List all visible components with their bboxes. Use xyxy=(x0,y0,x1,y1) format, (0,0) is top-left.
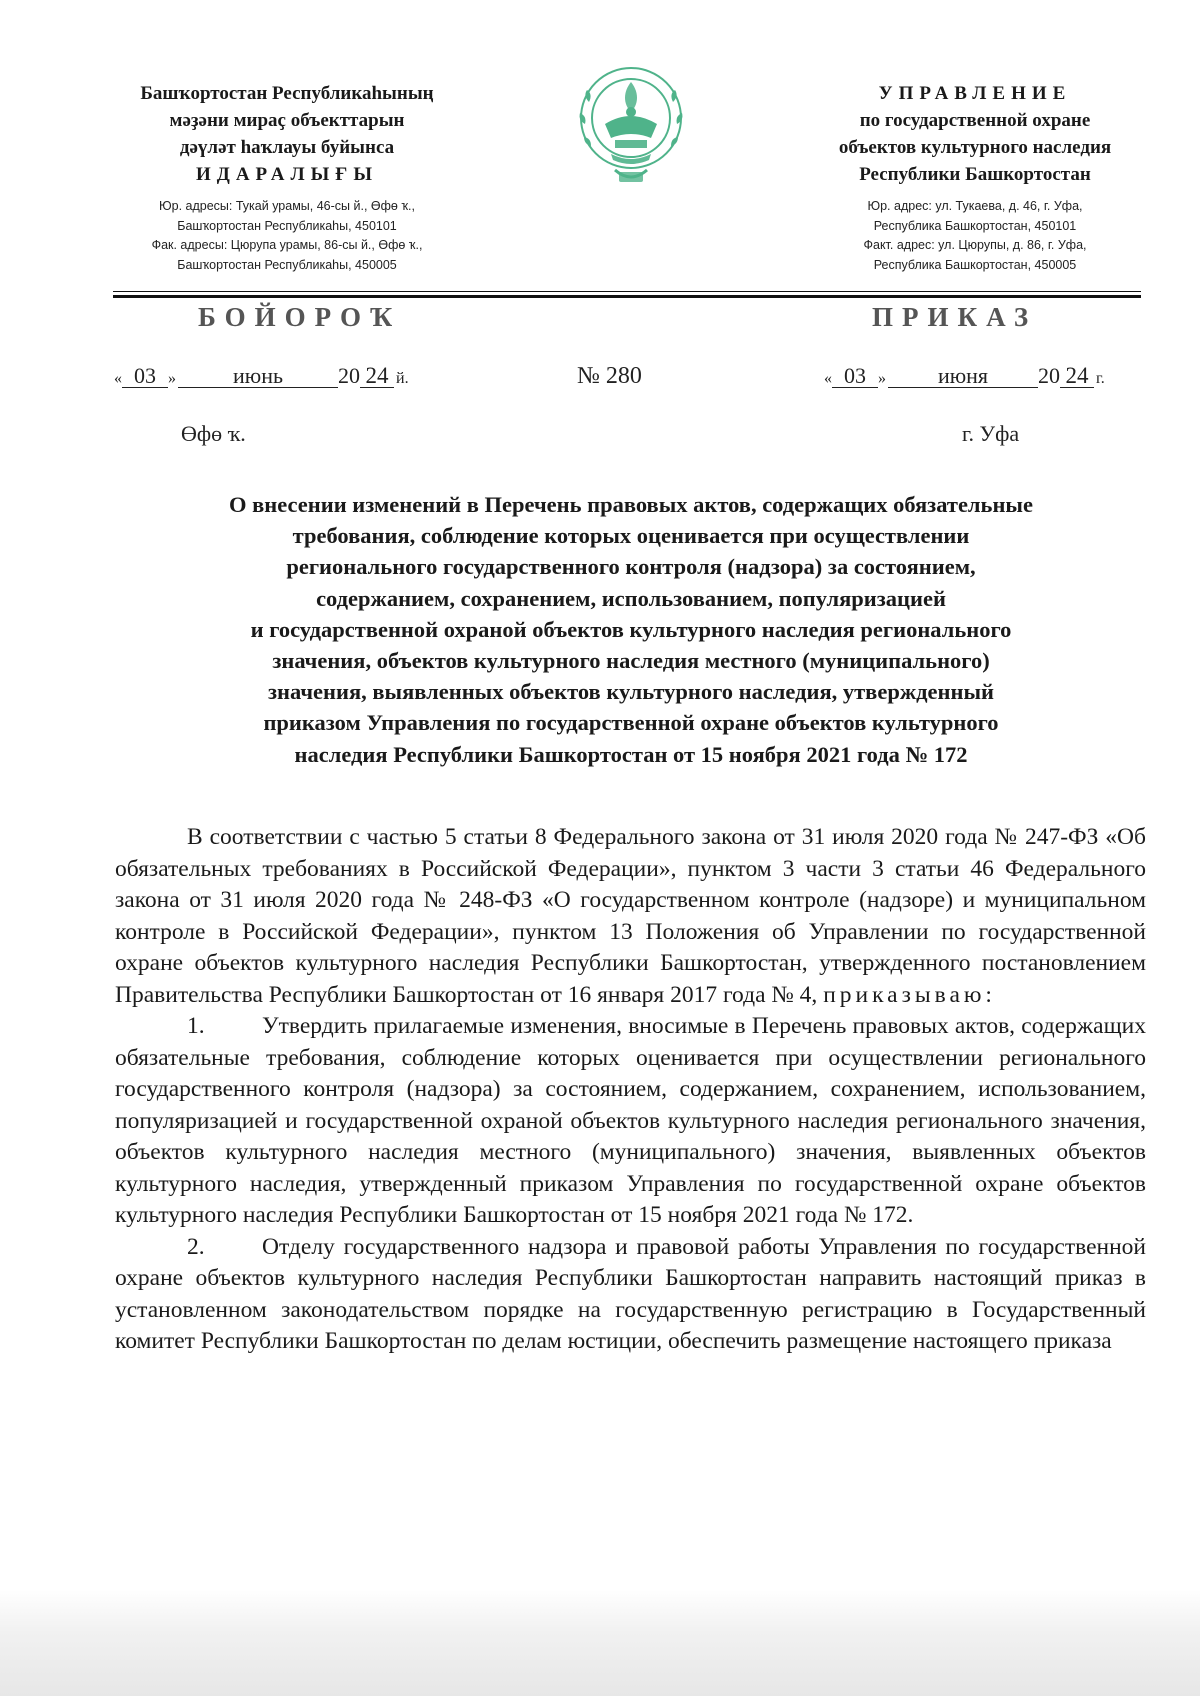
org-name-line-1: Башҡортостан Республикаһының xyxy=(140,83,434,104)
date-year-suffix: 24 xyxy=(1060,365,1094,388)
title-line: значения, выявленных объектов культурного наследия, утвержденный xyxy=(268,679,994,705)
date-russian xyxy=(824,363,1105,389)
title-line: регионального государственного контроля (надзора) за состоянием, xyxy=(286,554,976,580)
order-number: № 280 xyxy=(577,363,642,389)
org-name-line-4: ИДАРАЛЫҒЫ xyxy=(195,164,379,185)
date-year-mark: г. xyxy=(1096,370,1105,387)
preamble-paragraph xyxy=(115,822,1146,1011)
title-line: содержанием, сохранением, использованием, популяризацией xyxy=(316,585,946,611)
address-block xyxy=(775,197,1175,275)
item-text: Утвердить прилагаемые изменения, вносимые в Перечень правовых актов, содержащих обязательные требования, соблюдение которых оценивается при осуществлении регионального государственного контроля (надзора) за состоянием, содержанием, сохранением, использованием, популяризацией и государственной охраной объектов культурного наследия регионального значения, объектов культурного наследия местного (муниципального) значения, выявленных объектов культурного наследия, утвержденный приказом Управления по государственной охране объектов культурного наследия Республики Башкортостан от 15 ноября 2021 года № 172. xyxy=(115,1013,1146,1228)
document-title xyxy=(118,489,1144,770)
org-name-line-2: по государственной охране xyxy=(859,110,1091,131)
address-line: Башҡортостан Республикаһы, 450005 xyxy=(177,257,397,272)
address-line: Факт. адрес: ул. Цюрупы, д. 86, г. Уфа, xyxy=(863,238,1087,252)
address-line: Юр. адрес: ул. Тукаева, д. 46, г. Уфа, xyxy=(867,199,1083,213)
doc-type-russian: ПРИКАЗ xyxy=(872,302,1038,332)
org-name-line-4: Республики Башкортостан xyxy=(859,164,1091,185)
quote-close: » xyxy=(878,370,886,387)
date-year-suffix: 24 xyxy=(360,365,394,388)
scan-shadow xyxy=(0,1590,1200,1696)
date-year-prefix: 20 xyxy=(1038,363,1060,388)
item-2-paragraph xyxy=(115,1232,1146,1358)
title-line: и государственной охраной объектов культурного наследия регионального xyxy=(250,616,1012,642)
letterhead-bashkir xyxy=(87,80,487,275)
date-month: июня xyxy=(888,365,1038,388)
item-number: 1. xyxy=(187,1013,205,1039)
date-bashkir xyxy=(114,363,409,389)
title-line: О внесении изменений в Перечень правовых актов, содержащих обязательные xyxy=(229,492,1033,517)
preamble-text: В соответствии с частью 5 статьи 8 Федерального закона от 31 июля 2020 года № 247-ФЗ «Об обязательных требованиях в Российской Федерации», пунктом 3 части 3 статьи 46 Федерального закона от 31 июля 2020 года № 248-ФЗ «О государственном контроле (надзоре) и муниципальном контроле в Российской Федерации», пунктом 13 Положения об Управлении по государственной охране объектов культурного наследия Республики Башкортостан, утвержденного постановлением Правительства Республики Башкортостан от 16 января 2017 года № 4, xyxy=(115,824,1146,1008)
address-line: Юр. адресы: Тукай урамы, 46-сы й., Өфө ҡ., xyxy=(159,199,415,213)
item-text: Отделу государственного надзора и правовой работы Управления по государственной охране объектов культурного наследия Республики Башкортостан направить настоящий приказ в установленном законодательством порядке на государственную регистрацию в Государственный комитет Республики Башкортостан по делам юстиции, обеспечить размещение настоящего приказа xyxy=(115,1233,1146,1354)
address-line: Башҡортостан Республикаһы, 450101 xyxy=(177,218,397,233)
quote-close: » xyxy=(168,370,176,387)
org-name-line-3: объектов культурного наследия xyxy=(838,137,1112,158)
document-body xyxy=(115,822,1146,1358)
header-divider-thick xyxy=(113,295,1141,298)
doc-type-bashkir: БОЙОРОҠ xyxy=(198,302,402,332)
title-line: наследия Республики Башкортостан от 15 ноября 2021 года № 172 xyxy=(294,741,968,767)
item-1-paragraph xyxy=(115,1011,1146,1232)
date-month: июнь xyxy=(178,365,338,388)
item-number: 2. xyxy=(187,1233,205,1260)
quote-open: « xyxy=(114,370,122,387)
title-line: приказом Управления по государственной охране объектов культурного xyxy=(263,710,999,736)
address-line: Республика Башкортостан, 450101 xyxy=(873,218,1077,233)
org-name-line-3: дәүләт һаҡлауы буйынса xyxy=(179,137,395,158)
quote-open: « xyxy=(824,370,832,387)
address-line: Фак. адресы: Цюрупа урамы, 86-сы й., Өфө ҡ., xyxy=(151,238,423,252)
date-day: 03 xyxy=(832,365,878,388)
header-divider-thin xyxy=(113,291,1141,292)
address-block xyxy=(87,197,487,275)
org-name-line-2: мәҙәни мираҫ объекттарын xyxy=(169,110,405,131)
org-name-line-1: УПРАВЛЕНИЕ xyxy=(878,83,1072,104)
address-line: Республика Башкортостан, 450005 xyxy=(873,257,1077,272)
place-russian: г. Уфа xyxy=(962,421,1020,446)
coat-of-arms-emblem-icon xyxy=(575,62,687,186)
title-line: требования, соблюдение которых оценивается при осуществлении xyxy=(292,523,970,549)
letterhead-russian xyxy=(775,80,1175,275)
title-line: значения, объектов культурного наследия местного (муниципального) xyxy=(272,648,990,674)
date-day: 03 xyxy=(122,365,168,388)
date-year-mark: й. xyxy=(396,370,409,387)
order-word: приказываю: xyxy=(823,981,996,1008)
place-bashkir: Өфө ҡ. xyxy=(181,421,246,446)
date-year-prefix: 20 xyxy=(338,363,360,388)
